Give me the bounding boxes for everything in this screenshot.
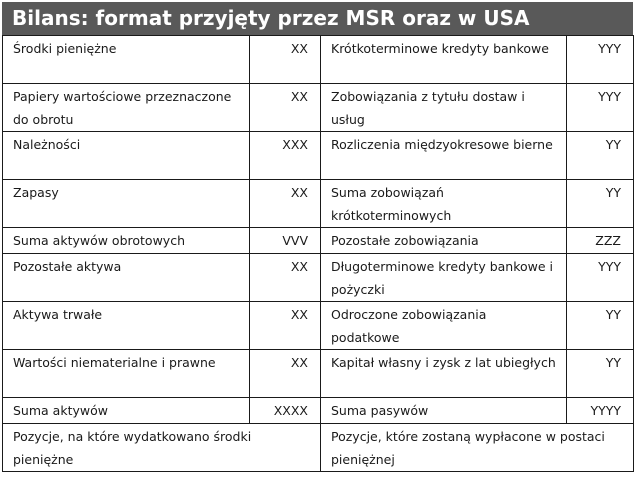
liability-total-label: Suma pasywów <box>321 398 567 424</box>
table-row <box>3 36 634 84</box>
liability-value: YY <box>567 302 634 350</box>
asset-label: Środki pieniężne <box>3 36 250 84</box>
liability-value: YY <box>567 350 634 398</box>
table-row <box>3 180 634 228</box>
asset-value: XX <box>250 350 321 398</box>
asset-value: XX <box>250 36 321 84</box>
liability-label: Długoterminowe kredyty bankowe i pożyczki <box>321 254 567 302</box>
liability-label: Rozliczenia międzyokresowe bierne <box>321 132 567 180</box>
asset-label: Aktywa trwałe <box>3 302 250 350</box>
assets-note: Pozycje, na które wydatkowano środki pieniężne <box>3 424 321 472</box>
liability-value: YY <box>567 132 634 180</box>
balance-sheet-figure <box>2 2 633 477</box>
liability-value: YYY <box>567 254 634 302</box>
asset-label: Pozostałe aktywa <box>3 254 250 302</box>
asset-value: XX <box>250 180 321 228</box>
liability-label: Pozostałe zobowiązania <box>321 228 567 254</box>
balance-sheet-table <box>2 35 634 472</box>
table-row <box>3 254 634 302</box>
liability-label: Odroczone zobowiązania podatkowe <box>321 302 567 350</box>
asset-label: Wartości niematerialne i prawne <box>3 350 250 398</box>
asset-value: XX <box>250 302 321 350</box>
liability-value: YYY <box>567 36 634 84</box>
liability-label: Krótkoterminowe kredyty bankowe <box>321 36 567 84</box>
table-row <box>3 228 634 254</box>
asset-value: XX <box>250 254 321 302</box>
table-row-totals <box>3 398 634 424</box>
liability-label: Kapitał własny i zysk z lat ubiegłych <box>321 350 567 398</box>
liabilities-note: Pozycje, które zostaną wypłacone w postaci pieniężnej <box>321 424 634 472</box>
asset-value: VVV <box>250 228 321 254</box>
table-row-notes <box>3 424 634 472</box>
figure-title: Bilans: format przyjęty przez MSR oraz w USA <box>2 2 633 35</box>
table-row <box>3 84 634 132</box>
liability-value: YY <box>567 180 634 228</box>
asset-label: Papiery wartościowe przeznaczone do obrotu <box>3 84 250 132</box>
asset-label: Zapasy <box>3 180 250 228</box>
table-row <box>3 350 634 398</box>
liability-total-value: YYYY <box>567 398 634 424</box>
liability-value: ZZZ <box>567 228 634 254</box>
table-row <box>3 132 634 180</box>
asset-value: XXX <box>250 132 321 180</box>
asset-total-label: Suma aktywów <box>3 398 250 424</box>
asset-total-value: XXXX <box>250 398 321 424</box>
table-row <box>3 302 634 350</box>
asset-label: Należności <box>3 132 250 180</box>
liability-value: YYY <box>567 84 634 132</box>
liability-label: Suma zobowiązań krótkoterminowych <box>321 180 567 228</box>
liability-label: Zobowiązania z tytułu dostaw i usług <box>321 84 567 132</box>
asset-label: Suma aktywów obrotowych <box>3 228 250 254</box>
asset-value: XX <box>250 84 321 132</box>
